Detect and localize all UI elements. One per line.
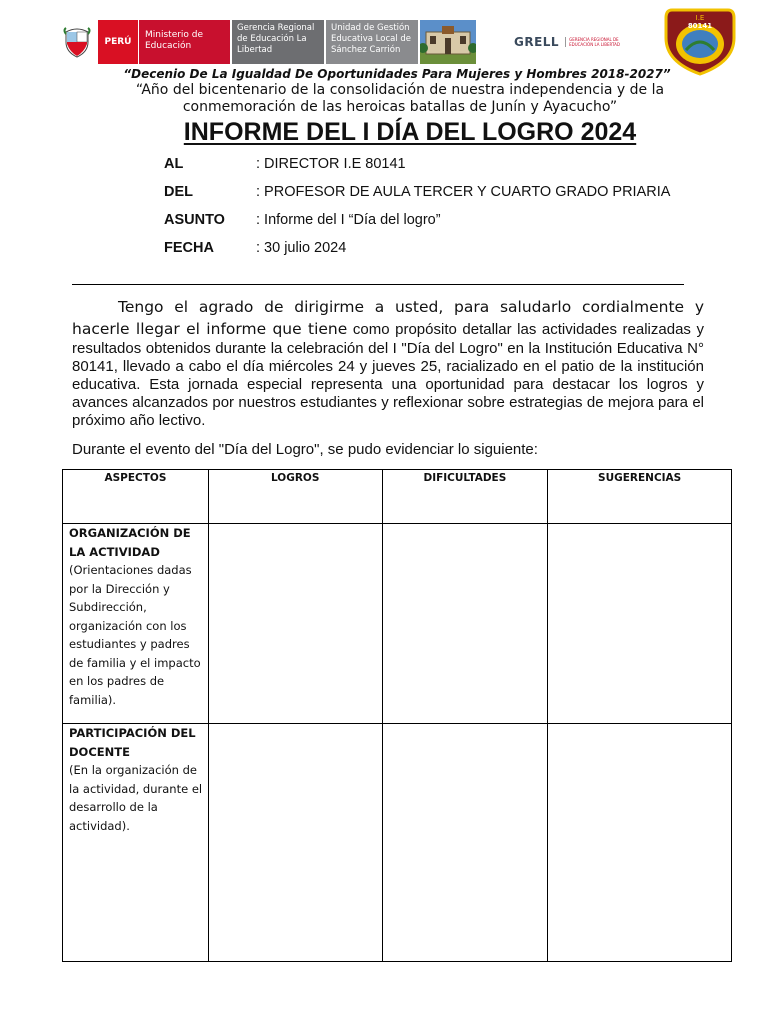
aspect-title: PARTICIPACIÓN DEL DOCENTE <box>69 726 196 759</box>
memo-value: : DIRECTOR I.E 80141 <box>256 156 406 172</box>
paragraph-lead: Tengo el agrado de dirigirme a usted, para saludarlo cordialmente y hacerle llegar el informe que tiene <box>72 298 704 338</box>
memo-label: DEL <box>164 184 193 200</box>
memo-label: FECHA <box>164 240 214 256</box>
aspect-cell <box>63 524 209 724</box>
sugerencias-cell[interactable] <box>548 524 732 724</box>
aspect-description: (En la organización de la actividad, durante el desarrollo de la actividad). <box>69 763 203 833</box>
decenio-slogan: “Decenio De La Igualdad De Oportunidades Para Mujeres y Hombres 2018-2027” <box>123 67 671 81</box>
memo-label: AL <box>164 156 184 172</box>
evidence-intro: Durante el evento del "Día del Logro", se pudo evidenciar lo siguiente: <box>72 441 538 458</box>
table-row <box>63 724 732 962</box>
crest-text-top: I.E <box>695 14 705 22</box>
aspect-cell <box>63 724 209 962</box>
logros-cell[interactable] <box>208 524 382 724</box>
memo-label: ASUNTO <box>164 212 225 228</box>
grell-subtitle: GERENCIA REGIONAL DE EDUCACIÓN LA LIBERTAD <box>565 37 631 47</box>
table-row <box>63 524 732 724</box>
horizontal-divider <box>72 284 684 285</box>
aspect-title: ORGANIZACIÓN DE LA ACTIVIDAD <box>69 526 191 559</box>
aspect-description: (Orientaciones dadas por la Dirección y Subdirección, organización con los estudiantes y padres de familia y el impacto en los padres de familia). <box>69 563 201 707</box>
sugerencias-cell[interactable] <box>548 724 732 962</box>
institutional-logo-strip <box>60 20 476 64</box>
table-header-row <box>63 470 732 524</box>
crest-text-number: 80141 <box>687 22 713 30</box>
column-header-aspectos: ASPECTOS <box>63 470 209 524</box>
grell-word-text: GRELL <box>514 35 560 49</box>
grell-logo <box>514 35 631 49</box>
column-header-dificultades: DIFICULTADES <box>382 470 548 524</box>
grell-word <box>514 35 559 49</box>
memo-value: : PROFESOR DE AULA TERCER Y CUARTO GRADO PRIARIA <box>256 184 671 200</box>
bicentenario-slogan: “Año del bicentenario de la consolidación de nuestra independencia y de la conmemoración de las heroicas batallas de Junín y Ayacucho” <box>135 82 665 115</box>
dificultades-cell[interactable] <box>382 524 548 724</box>
peru-coat-of-arms-icon <box>60 20 94 64</box>
ugel-label: Unidad de Gestión Educativa Local de Sánchez Carrión <box>324 20 418 64</box>
dificultades-cell[interactable] <box>382 724 548 962</box>
school-crest-icon <box>664 4 736 76</box>
logros-cell[interactable] <box>208 724 382 962</box>
memo-value: : 30 julio 2024 <box>256 240 347 256</box>
column-header-sugerencias: SUGERENCIAS <box>548 470 732 524</box>
document-title: INFORME DEL I DÍA DEL LOGRO 2024 <box>183 118 637 146</box>
column-header-logros: LOGROS <box>208 470 382 524</box>
aspects-table <box>62 469 732 962</box>
grlib-label: Gerencia Regional de Educación La Libertad <box>230 20 324 64</box>
memo-value: : Informe del I “Día del logro” <box>256 212 441 228</box>
peru-label: PERÚ <box>98 20 138 64</box>
intro-paragraph <box>72 296 704 430</box>
school-building-photo <box>420 20 476 64</box>
paragraph-rest: como propósito detallar las actividades realizadas y resultados obtenidos durante la celebración del I "Día del Logro" en la Institución Educativa N° 80141, llevado a cabo el día miércoles 24 y jueves 25, racializado en el patio de la institución educativa. Esta jornada especial representa una oportunidad para destacar los logros y avances alcanzados por nuestros estudiantes y reflexionar sobre estrategias de mejora para el próximo año lectivo. <box>72 321 704 429</box>
minedu-label: Ministerio de Educación <box>138 20 230 64</box>
